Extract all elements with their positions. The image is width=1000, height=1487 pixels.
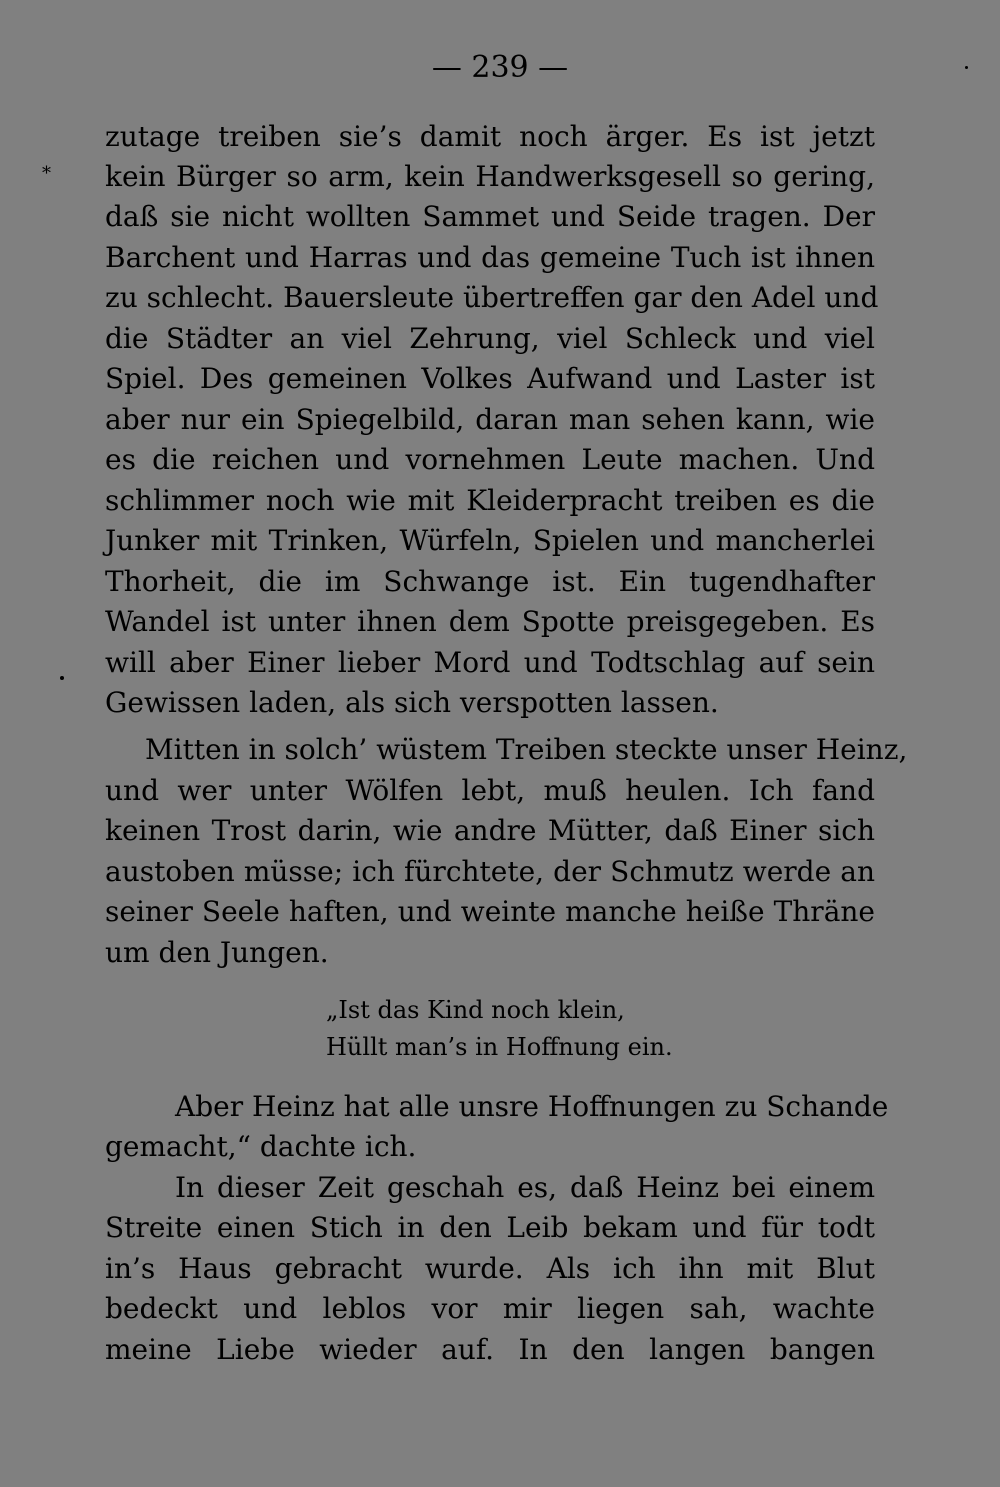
text-line: um den Jungen. [105,936,329,969]
margin-dot-mark [60,676,64,680]
text-line: in’s Haus gebracht wurde. Als ich ihn mit Blut [105,1252,875,1285]
text-line: und wer unter Wölfen lebt, muß heulen. Ich fand [105,774,875,807]
text-line: Spiel. Des gemeinen Volkes Aufwand und Laster ist [105,362,875,395]
text-line: Wandel ist unter ihnen dem Spotte preisgegeben. Es [105,605,875,638]
text-line: Thorheit, die im Schwange ist. Ein tugendhafter [105,565,875,598]
text-line: In dieser Zeit geschah es, daß Heinz bei einem [175,1171,875,1204]
text-line: daß sie nicht wollten Sammet und Seide tragen. Der [105,200,875,233]
page-number: — 239 — [431,50,569,85]
text-line: aber nur ein Spiegelbild, daran man sehen kann, wie [105,403,875,436]
margin-dot-mark [965,66,968,69]
text-line: meine Liebe wieder auf. In den langen bangen [105,1333,875,1366]
text-line: Streite einen Stich in den Leib bekam und für todt [105,1211,875,1244]
text-line: seiner Seele haften, und weinte manche heiße Thräne [105,895,875,928]
text-line: zutage treiben sie’s damit noch ärger. Es ist jetzt [105,120,875,153]
verse-line: „Ist das Kind noch klein, [326,996,625,1024]
text-line: schlimmer noch wie mit Kleiderpracht treiben es die [105,484,875,517]
text-line: gemacht,“ dachte ich. [105,1130,417,1163]
text-line: bedeckt und leblos vor mir liegen sah, wachte [105,1292,875,1325]
text-line: es die reichen und vornehmen Leute machen. Und [105,443,875,476]
text-line: will aber Einer lieber Mord und Todtschlag auf sein [105,646,875,679]
text-line: Junker mit Trinken, Würfeln, Spielen und mancherlei [105,524,875,557]
text-line: kein Bürger so arm, kein Handwerksgesell so gering, [105,160,875,193]
text-line: die Städter an viel Zehrung, viel Schleck und viel [105,322,875,355]
text-line: austoben müsse; ich fürchtete, der Schmutz werde an [105,855,875,888]
text-line: Aber Heinz hat alle unsre Hoffnungen zu Schande [175,1090,889,1123]
text-line: Barchent und Harras und das gemeine Tuch ist ihnen [105,241,875,274]
text-line: zu schlecht. Bauersleute übertreffen gar den Adel und [105,281,879,314]
text-line: Mitten in solch’ wüstem Treiben steckte unser Heinz, [145,733,908,766]
verse-line: Hüllt man’s in Hoffnung ein. [326,1033,673,1061]
margin-asterisk-mark: * [42,163,51,184]
text-line: Gewissen laden, als sich verspotten lassen. [105,686,719,719]
text-line: keinen Trost darin, wie andre Mütter, daß Einer sich [105,814,875,847]
